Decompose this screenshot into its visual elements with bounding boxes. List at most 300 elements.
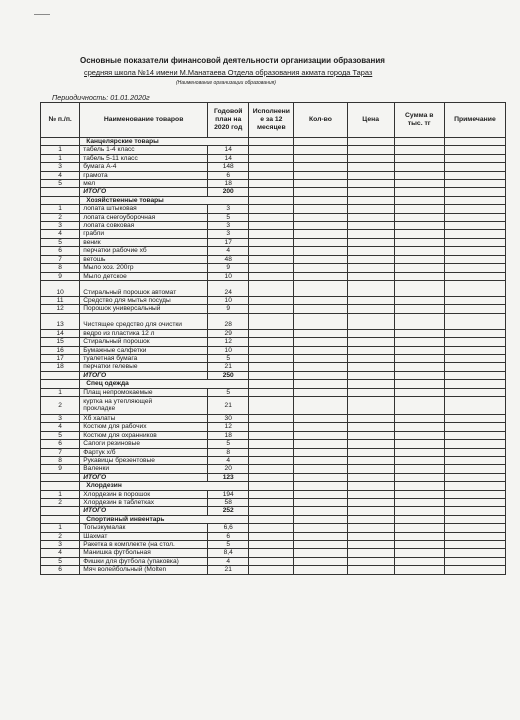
total-empty-cell	[444, 188, 505, 196]
row-number: 15	[41, 338, 80, 346]
row-empty-cell	[294, 230, 347, 238]
row-number: 1	[41, 490, 80, 498]
item-name: перчатки рабочие хб	[80, 247, 208, 255]
item-name: лопата снегоуборочная	[80, 213, 208, 221]
section-empty-cell	[347, 515, 394, 523]
row-empty-cell	[249, 423, 294, 431]
row-number: 1	[41, 205, 80, 213]
total-num-cell	[41, 507, 80, 515]
row-empty-cell	[347, 541, 394, 549]
row-empty-cell	[444, 213, 505, 221]
table-row	[41, 280, 506, 296]
item-name: Чистящее средство для очистки	[80, 313, 208, 329]
row-empty-cell	[294, 255, 347, 263]
plan-value: 14	[207, 146, 248, 154]
organization-caption: (Наименование организации образования)	[176, 80, 276, 86]
table-row	[41, 205, 506, 213]
row-empty-cell	[347, 247, 394, 255]
row-empty-cell	[347, 524, 394, 532]
plan-value: 5	[207, 354, 248, 362]
total-label: ИТОГО	[80, 473, 208, 481]
row-empty-cell	[394, 230, 444, 238]
row-empty-cell	[347, 338, 394, 346]
row-empty-cell	[249, 346, 294, 354]
section-num-cell	[41, 380, 80, 388]
row-empty-cell	[249, 566, 294, 574]
item-name: Сапоги резиновые	[80, 440, 208, 448]
row-number: 5	[41, 557, 80, 565]
row-empty-cell	[444, 499, 505, 507]
row-empty-cell	[294, 499, 347, 507]
row-empty-cell	[249, 490, 294, 498]
plan-value: 14	[207, 154, 248, 162]
plan-value: 20	[207, 465, 248, 473]
table-row	[41, 557, 506, 565]
row-number: 13	[41, 313, 80, 329]
item-name: грабли	[80, 230, 208, 238]
row-empty-cell	[444, 457, 505, 465]
row-number: 4	[41, 230, 80, 238]
row-empty-cell	[249, 499, 294, 507]
header-execution: Исполнени е за 12 месяцев	[249, 103, 294, 138]
row-empty-cell	[444, 313, 505, 329]
row-empty-cell	[347, 154, 394, 162]
row-empty-cell	[394, 163, 444, 171]
section-header-row	[41, 380, 506, 388]
plan-value: 5	[207, 541, 248, 549]
plan-value: 21	[207, 566, 248, 574]
section-header-row	[41, 196, 506, 204]
row-empty-cell	[347, 431, 394, 439]
row-empty-cell	[249, 305, 294, 313]
plan-value: 24	[207, 280, 248, 296]
row-empty-cell	[394, 414, 444, 422]
goods-table	[40, 102, 506, 575]
item-name	[80, 396, 208, 414]
row-number: 4	[41, 423, 80, 431]
row-empty-cell	[249, 154, 294, 162]
row-number: 5	[41, 431, 80, 439]
plan-value: 9	[207, 305, 248, 313]
row-number: 18	[41, 363, 80, 371]
row-empty-cell	[444, 557, 505, 565]
total-empty-cell	[347, 507, 394, 515]
plan-value: 4	[207, 247, 248, 255]
item-name: Мяч волейбольный (Molten	[80, 566, 208, 574]
row-empty-cell	[394, 423, 444, 431]
row-empty-cell	[444, 423, 505, 431]
row-empty-cell	[294, 313, 347, 329]
total-label: ИТОГО	[80, 371, 208, 379]
row-empty-cell	[347, 566, 394, 574]
row-empty-cell	[294, 247, 347, 255]
row-empty-cell	[294, 213, 347, 221]
row-empty-cell	[249, 247, 294, 255]
row-empty-cell	[347, 171, 394, 179]
plan-value: 17	[207, 238, 248, 246]
row-empty-cell	[444, 338, 505, 346]
row-empty-cell	[347, 440, 394, 448]
document-title: Основные показатели финансовой деятельности организации образования	[80, 56, 385, 65]
item-name: веник	[80, 238, 208, 246]
table-row	[41, 490, 506, 498]
row-number: 2	[41, 213, 80, 221]
table-row	[41, 313, 506, 329]
row-empty-cell	[347, 414, 394, 422]
row-empty-cell	[347, 305, 394, 313]
table-row	[41, 499, 506, 507]
total-empty-cell	[249, 507, 294, 515]
row-empty-cell	[249, 354, 294, 362]
row-empty-cell	[347, 180, 394, 188]
row-empty-cell	[294, 222, 347, 230]
section-num-cell	[41, 196, 80, 204]
row-empty-cell	[347, 280, 394, 296]
section-empty-cell	[294, 196, 347, 204]
plan-value: 8	[207, 448, 248, 456]
row-empty-cell	[394, 329, 444, 337]
row-empty-cell	[294, 490, 347, 498]
item-name: Бумажные салфетки	[80, 346, 208, 354]
row-empty-cell	[444, 566, 505, 574]
row-empty-cell	[347, 448, 394, 456]
table-row	[41, 255, 506, 263]
row-empty-cell	[394, 205, 444, 213]
row-empty-cell	[444, 541, 505, 549]
row-empty-cell	[249, 414, 294, 422]
row-empty-cell	[249, 549, 294, 557]
row-number: 3	[41, 541, 80, 549]
section-empty-cell	[394, 380, 444, 388]
plan-value: 6	[207, 532, 248, 540]
row-empty-cell	[394, 272, 444, 280]
row-empty-cell	[444, 549, 505, 557]
row-empty-cell	[294, 457, 347, 465]
table-row	[41, 363, 506, 371]
total-empty-cell	[294, 371, 347, 379]
table-row	[41, 154, 506, 162]
section-header-row	[41, 515, 506, 523]
section-title: Хозяйственные товары	[80, 196, 249, 204]
row-empty-cell	[444, 431, 505, 439]
plan-value: 3	[207, 222, 248, 230]
row-empty-cell	[394, 338, 444, 346]
total-empty-cell	[444, 473, 505, 481]
section-empty-cell	[294, 482, 347, 490]
row-empty-cell	[444, 163, 505, 171]
row-empty-cell	[294, 440, 347, 448]
row-empty-cell	[249, 465, 294, 473]
row-number: 9	[41, 465, 80, 473]
header-name: Наименование товаров	[80, 103, 208, 138]
row-empty-cell	[294, 388, 347, 396]
row-empty-cell	[347, 222, 394, 230]
total-num-cell	[41, 371, 80, 379]
row-number: 3	[41, 222, 80, 230]
section-num-cell	[41, 482, 80, 490]
item-name: Хлордезин в порошок	[80, 490, 208, 498]
row-empty-cell	[444, 448, 505, 456]
row-empty-cell	[294, 146, 347, 154]
item-name: ветошь	[80, 255, 208, 263]
row-empty-cell	[294, 448, 347, 456]
plan-value: 58	[207, 499, 248, 507]
section-empty-cell	[347, 138, 394, 146]
section-empty-cell	[249, 138, 294, 146]
row-empty-cell	[294, 205, 347, 213]
row-empty-cell	[394, 431, 444, 439]
item-name: мел	[80, 180, 208, 188]
row-empty-cell	[394, 524, 444, 532]
row-empty-cell	[347, 329, 394, 337]
row-number: 1	[41, 524, 80, 532]
item-name: табель 1-4 класс	[80, 146, 208, 154]
row-empty-cell	[347, 205, 394, 213]
row-number: 10	[41, 280, 80, 296]
row-number: 1	[41, 146, 80, 154]
row-empty-cell	[347, 264, 394, 272]
row-empty-cell	[294, 171, 347, 179]
table-row	[41, 163, 506, 171]
row-empty-cell	[347, 146, 394, 154]
item-name: Тогызкумалак	[80, 524, 208, 532]
row-empty-cell	[347, 354, 394, 362]
total-label: ИТОГО	[80, 507, 208, 515]
plan-value: 21	[207, 363, 248, 371]
row-empty-cell	[249, 448, 294, 456]
row-number: 2	[41, 396, 80, 414]
table-row	[41, 457, 506, 465]
row-empty-cell	[347, 272, 394, 280]
table-row	[41, 354, 506, 362]
item-name: Валенки	[80, 465, 208, 473]
row-empty-cell	[249, 255, 294, 263]
row-empty-cell	[294, 163, 347, 171]
section-empty-cell	[249, 515, 294, 523]
row-number: 11	[41, 296, 80, 304]
section-num-cell	[41, 138, 80, 146]
plan-value: 194	[207, 490, 248, 498]
plan-value: 10	[207, 296, 248, 304]
plan-value: 4	[207, 557, 248, 565]
row-empty-cell	[394, 346, 444, 354]
plan-value: 5	[207, 213, 248, 221]
row-empty-cell	[294, 238, 347, 246]
plan-value: 12	[207, 338, 248, 346]
row-empty-cell	[347, 296, 394, 304]
section-empty-cell	[444, 380, 505, 388]
plan-value: 3	[207, 230, 248, 238]
row-empty-cell	[394, 247, 444, 255]
total-value: 200	[207, 188, 248, 196]
table-row	[41, 465, 506, 473]
item-name: Хб халаты	[80, 414, 208, 422]
table-row	[41, 296, 506, 304]
row-number: 2	[41, 532, 80, 540]
row-number: 16	[41, 346, 80, 354]
row-empty-cell	[394, 557, 444, 565]
section-empty-cell	[444, 138, 505, 146]
total-row	[41, 473, 506, 481]
row-empty-cell	[394, 566, 444, 574]
row-empty-cell	[347, 238, 394, 246]
row-empty-cell	[394, 305, 444, 313]
row-empty-cell	[394, 532, 444, 540]
row-number: 3	[41, 163, 80, 171]
row-number: 8	[41, 264, 80, 272]
item-name-line: куртка на утепляющей	[83, 398, 153, 406]
row-empty-cell	[249, 238, 294, 246]
total-empty-cell	[294, 507, 347, 515]
item-name: Костюм для рабочих	[80, 423, 208, 431]
total-empty-cell	[394, 473, 444, 481]
row-empty-cell	[394, 213, 444, 221]
row-empty-cell	[444, 230, 505, 238]
row-empty-cell	[394, 465, 444, 473]
total-empty-cell	[444, 371, 505, 379]
plan-value: 18	[207, 431, 248, 439]
row-empty-cell	[394, 499, 444, 507]
row-empty-cell	[444, 272, 505, 280]
total-empty-cell	[347, 371, 394, 379]
period-label: Периодичность: 01.01.2020г	[52, 93, 150, 102]
row-empty-cell	[294, 338, 347, 346]
table-row	[41, 338, 506, 346]
table-row	[41, 423, 506, 431]
total-empty-cell	[249, 188, 294, 196]
row-empty-cell	[444, 280, 505, 296]
row-number: 4	[41, 171, 80, 179]
row-number: 3	[41, 414, 80, 422]
total-value: 250	[207, 371, 248, 379]
row-empty-cell	[444, 146, 505, 154]
section-empty-cell	[347, 482, 394, 490]
row-empty-cell	[294, 557, 347, 565]
row-empty-cell	[347, 396, 394, 414]
total-num-cell	[41, 188, 80, 196]
row-empty-cell	[294, 329, 347, 337]
table-row	[41, 346, 506, 354]
row-empty-cell	[347, 532, 394, 540]
plan-value: 5	[207, 388, 248, 396]
row-empty-cell	[444, 440, 505, 448]
row-empty-cell	[249, 213, 294, 221]
table-row	[41, 549, 506, 557]
table-row	[41, 146, 506, 154]
row-empty-cell	[347, 457, 394, 465]
row-empty-cell	[294, 280, 347, 296]
row-empty-cell	[347, 499, 394, 507]
item-name: Плащ непромокаемые	[80, 388, 208, 396]
row-empty-cell	[394, 171, 444, 179]
item-name: грамота	[80, 171, 208, 179]
row-empty-cell	[347, 363, 394, 371]
section-title: Канцелярские товары	[80, 138, 249, 146]
row-empty-cell	[444, 264, 505, 272]
table-row	[41, 532, 506, 540]
row-empty-cell	[394, 154, 444, 162]
item-name: Костюм для охранников	[80, 431, 208, 439]
total-empty-cell	[444, 507, 505, 515]
plan-value: 148	[207, 163, 248, 171]
total-row	[41, 507, 506, 515]
table-row	[41, 541, 506, 549]
plan-value: 28	[207, 313, 248, 329]
row-empty-cell	[294, 305, 347, 313]
row-empty-cell	[249, 329, 294, 337]
item-name: Рукавицы брезентовые	[80, 457, 208, 465]
plan-value: 18	[207, 180, 248, 188]
row-empty-cell	[249, 396, 294, 414]
row-empty-cell	[249, 524, 294, 532]
section-empty-cell	[444, 196, 505, 204]
plan-value: 12	[207, 423, 248, 431]
row-empty-cell	[249, 230, 294, 238]
plan-value: 29	[207, 329, 248, 337]
row-empty-cell	[394, 396, 444, 414]
row-empty-cell	[249, 280, 294, 296]
row-empty-cell	[294, 431, 347, 439]
section-header-row	[41, 138, 506, 146]
item-name: Ракетка в комплекте (на стол.	[80, 541, 208, 549]
row-empty-cell	[249, 431, 294, 439]
row-empty-cell	[249, 338, 294, 346]
header-quantity: Кол-во	[294, 103, 347, 138]
table-row	[41, 566, 506, 574]
item-name-line: прокладке	[83, 405, 116, 413]
item-name: туалетная бумага	[80, 354, 208, 362]
plan-value: 6	[207, 171, 248, 179]
row-empty-cell	[394, 541, 444, 549]
row-empty-cell	[294, 296, 347, 304]
item-name: лопата совковая	[80, 222, 208, 230]
row-empty-cell	[249, 296, 294, 304]
row-empty-cell	[444, 388, 505, 396]
row-empty-cell	[347, 388, 394, 396]
row-empty-cell	[294, 524, 347, 532]
item-name: табель 5-11 класс	[80, 154, 208, 162]
plan-value: 30	[207, 414, 248, 422]
row-empty-cell	[394, 388, 444, 396]
row-number: 14	[41, 329, 80, 337]
total-value: 123	[207, 473, 248, 481]
row-empty-cell	[294, 354, 347, 362]
row-empty-cell	[394, 264, 444, 272]
table-header-row	[41, 103, 506, 138]
plan-value: 6,6	[207, 524, 248, 532]
row-number: 1	[41, 154, 80, 162]
row-empty-cell	[394, 146, 444, 154]
row-empty-cell	[249, 171, 294, 179]
total-label: ИТОГО	[80, 188, 208, 196]
item-name: перчатки гелевые	[80, 363, 208, 371]
row-empty-cell	[294, 264, 347, 272]
row-empty-cell	[294, 154, 347, 162]
total-row	[41, 371, 506, 379]
row-empty-cell	[294, 532, 347, 540]
section-empty-cell	[394, 515, 444, 523]
row-empty-cell	[347, 313, 394, 329]
row-number: 5	[41, 180, 80, 188]
table-row	[41, 171, 506, 179]
row-number: 6	[41, 440, 80, 448]
row-empty-cell	[394, 296, 444, 304]
item-name: Стиральный порошок автомат	[80, 280, 208, 296]
row-empty-cell	[347, 213, 394, 221]
row-empty-cell	[347, 557, 394, 565]
header-sum: Сумма в тыс. тг	[394, 103, 444, 138]
row-number: 7	[41, 255, 80, 263]
